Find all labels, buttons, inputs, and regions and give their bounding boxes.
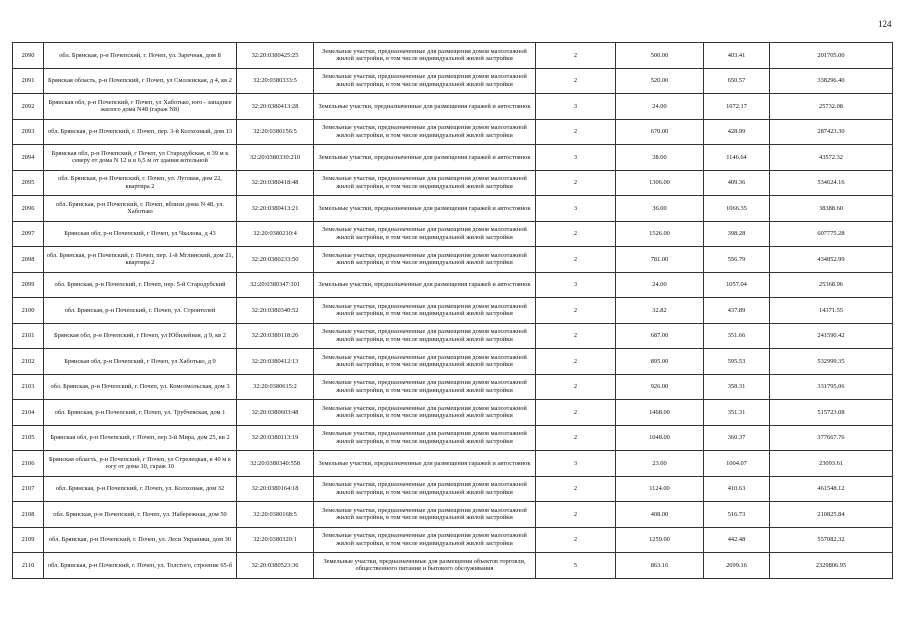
land-use-cell: Земельные участки, предназначенные для размещения домов малоэтажной жилой застройки, в том числе индивидуальной жилой застройки [314,349,536,375]
address-cell: обл. Брянская, р-н Почепский, г. Почеп, ул. Набережная, дом 50 [44,502,237,528]
specific-value-cell: 358.31 [704,374,770,400]
row-number: 2102 [13,349,44,375]
land-use-cell: Земельные участки, предназначенные для размещения домов малоэтажной жилой застройки, в том числе индивидуальной жилой застройки [314,502,536,528]
group-cell: 3 [536,196,616,222]
cadastral-value-cell: 557082.32 [770,527,893,553]
specific-value-cell: 428.99 [704,119,770,145]
cadastral-number-cell: 32:20:0380615:2 [237,374,314,400]
cadastral-value-cell: 25368.96 [770,272,893,298]
land-use-cell: Земельные участки, предназначенные для размещения домов малоэтажной жилой застройки, в том числе индивидуальной жилой застройки [314,43,536,69]
land-use-cell: Земельные участки, предназначенные для размещения гаражей и автостоянок [314,94,536,120]
group-cell: 3 [536,272,616,298]
specific-value-cell: 351.66 [704,323,770,349]
address-cell: обл. Брянская, р-н Почепский, г. Почеп, пер. 5-й Стародубский [44,272,237,298]
area-cell: 926.00 [616,374,704,400]
specific-value-cell: 2699.16 [704,553,770,579]
cadastral-number-cell: 32:20:0380233:50 [237,247,314,273]
land-use-cell: Земельные участки, предназначенные для размещения домов малоэтажной жилой застройки, в том числе индивидуальной жилой застройки [314,68,536,94]
address-cell: Брянская обл, р-н Почепский, г Почеп, пер 3-й Мира, дом 25, кв 2 [44,425,237,451]
land-use-cell: Земельные участки, предназначенные для размещения гаражей и автостоянок [314,145,536,171]
specific-value-cell: 403.41 [704,43,770,69]
cadastral-number-cell: 32:20:0380347:101 [237,272,314,298]
cadastral-value-cell: 532999.35 [770,349,893,375]
table-row [13,374,893,400]
group-cell: 2 [536,298,616,324]
cadastral-value-cell: 201705.00 [770,43,893,69]
group-cell: 2 [536,502,616,528]
cadastral-number-cell: 32:20:0380113:19 [237,425,314,451]
cadastral-number-cell: 32:20:0380412:13 [237,349,314,375]
address-cell: обл. Брянская, р-н Почепский, г. Почеп, пер. 1-й Мглинский, дом 21, квартира 2 [44,247,237,273]
row-number: 2090 [13,43,44,69]
area-cell: 1468.00 [616,400,704,426]
row-number: 2099 [13,272,44,298]
address-cell: обл. Брянская, р-н Почепский, г. Почеп, ул. Леси Украинки, дом 30 [44,527,237,553]
address-cell: обл. Брянская, р-н Почепский, г. Почеп, ул. Трубчевская, дом 1 [44,400,237,426]
specific-value-cell: 556.79 [704,247,770,273]
area-cell: 24.00 [616,272,704,298]
table-row [13,170,893,196]
cadastral-value-cell: 461548.12 [770,476,893,502]
land-use-cell: Земельные участки, предназначенные для размещения гаражей и автостоянок [314,272,536,298]
address-cell: обл. Брянская, р-н Почепский, г. Почеп, ул. Строителей [44,298,237,324]
address-cell: Брянская обл, р-н Почепский, г Почеп, ул Чкалова, д 43 [44,221,237,247]
cadastral-number-cell: 32:20:0380413:28 [237,94,314,120]
specific-value-cell: 351.31 [704,400,770,426]
address-cell: Брянская область, р-н Почепский, г Почеп, ул Смоленская, д 4, кв 2 [44,68,237,94]
table-row [13,349,893,375]
row-number: 2103 [13,374,44,400]
group-cell: 2 [536,247,616,273]
area-cell: 38.00 [616,145,704,171]
area-cell: 1526.00 [616,221,704,247]
address-cell: обл. Брянская, р-н Почепский, г. Почеп, вблизи дома N 48, ул. Хаботько [44,196,237,222]
address-cell: обл. Брянская, р-н Почепский, г. Почеп, ул. Луговая, дом 22, квартира 2 [44,170,237,196]
cadastral-value-cell: 607775.28 [770,221,893,247]
specific-value-cell: 1146.64 [704,145,770,171]
group-cell: 3 [536,451,616,477]
table-row [13,476,893,502]
table-row [13,247,893,273]
cadastral-number-cell: 32:20:0380418:48 [237,170,314,196]
address-cell: Брянская обл, р-н Почепский, г Почеп, ул Хаботько, юго - западнее жилого дома N48 (гараж N8) [44,94,237,120]
row-number: 2105 [13,425,44,451]
address-cell: обл. Брянская, р-н Почепский, г. Почеп, ул. Заречная, дом 8 [44,43,237,69]
cadastral-value-cell: 2329806.95 [770,553,893,579]
specific-value-cell: 410.63 [704,476,770,502]
table-row [13,43,893,69]
land-use-cell: Земельные участки, предназначенные для размещения домов малоэтажной жилой застройки, в том числе индивидуальной жилой застройки [314,119,536,145]
row-number: 2110 [13,553,44,579]
table-row [13,553,893,579]
specific-value-cell: 516.73 [704,502,770,528]
group-cell: 2 [536,527,616,553]
area-cell: 1306.00 [616,170,704,196]
group-cell: 2 [536,43,616,69]
cadastral-number-cell: 32:20:0380340:558 [237,451,314,477]
land-use-cell: Земельные участки, предназначенные для размещения домов малоэтажной жилой застройки, в том числе индивидуальной жилой застройки [314,425,536,451]
land-use-cell: Земельные участки, предназначенные для размещения домов малоэтажной жилой застройки, в том числе индивидуальной жилой застройки [314,476,536,502]
address-cell: обл. Брянская, р-н Почепский, г. Почеп, пер. 3-й Колхозный, дом 13 [44,119,237,145]
cadastral-value-cell: 338296.40 [770,68,893,94]
land-use-cell: Земельные участки, предназначенные для размещения домов малоэтажной жилой застройки, в том числе индивидуальной жилой застройки [314,221,536,247]
table-row [13,425,893,451]
cadastral-number-cell: 32:20:0380523:36 [237,553,314,579]
specific-value-cell: 437.89 [704,298,770,324]
land-use-cell: Земельные участки, предназначенные для размещения гаражей и автостоянок [314,196,536,222]
cadastral-value-cell: 287423.30 [770,119,893,145]
specific-value-cell: 442.48 [704,527,770,553]
area-cell: 24.00 [616,94,704,120]
cadastral-value-cell: 377667.76 [770,425,893,451]
area-cell: 1048.00 [616,425,704,451]
specific-value-cell: 1004.07 [704,451,770,477]
area-cell: 36.00 [616,196,704,222]
cadastral-value-cell: 515723.08 [770,400,893,426]
area-cell: 23.00 [616,451,704,477]
table-row [13,298,893,324]
area-cell: 687.00 [616,323,704,349]
row-number: 2104 [13,400,44,426]
cadastral-value-cell: 43572.32 [770,145,893,171]
table-row [13,145,893,171]
land-use-cell: Земельные участки, предназначенные для размещения домов малоэтажной жилой застройки, в том числе индивидуальной жилой застройки [314,323,536,349]
group-cell: 3 [536,94,616,120]
group-cell: 5 [536,553,616,579]
group-cell: 2 [536,349,616,375]
cadastral-number-cell: 32:20:0380164:18 [237,476,314,502]
land-use-cell: Земельные участки, предназначенные для размещения домов малоэтажной жилой застройки, в том числе индивидуальной жилой застройки [314,400,536,426]
cadastral-number-cell: 32:20:0380168:5 [237,502,314,528]
specific-value-cell: 1066.35 [704,196,770,222]
table-body [13,43,893,579]
cadastral-number-cell: 32:20:0380333:5 [237,68,314,94]
land-use-cell: Земельные участки, предназначенные для размещения домов малоэтажной жилой застройки, в том числе индивидуальной жилой застройки [314,170,536,196]
row-number: 2101 [13,323,44,349]
cadastral-value-cell: 25732.08 [770,94,893,120]
row-number: 2094 [13,145,44,171]
cadastral-number-cell: 32:20:0380156:5 [237,119,314,145]
group-cell: 3 [536,145,616,171]
table-row [13,119,893,145]
cadastral-value-table [12,42,893,579]
area-cell: 863.16 [616,553,704,579]
table-row [13,323,893,349]
area-cell: 895.00 [616,349,704,375]
table-row [13,527,893,553]
area-cell: 781.00 [616,247,704,273]
table-row [13,451,893,477]
cadastral-number-cell: 32:20:0380210:4 [237,221,314,247]
table-row [13,94,893,120]
group-cell: 2 [536,374,616,400]
row-number: 2095 [13,170,44,196]
row-number: 2098 [13,247,44,273]
table-row [13,272,893,298]
table-row [13,196,893,222]
area-cell: 520.00 [616,68,704,94]
address-cell: обл. Брянская, р-н Почепский, г. Почеп, ул. Толстого, строение 65-б [44,553,237,579]
group-cell: 2 [536,323,616,349]
land-use-cell: Земельные участки, предназначенные для размещения гаражей и автостоянок [314,451,536,477]
table-row [13,400,893,426]
specific-value-cell: 650.57 [704,68,770,94]
specific-value-cell: 1057.04 [704,272,770,298]
table-row [13,502,893,528]
row-number: 2093 [13,119,44,145]
row-number: 2108 [13,502,44,528]
table-row [13,221,893,247]
land-use-cell: Земельные участки, предназначенные для размещения домов малоэтажной жилой застройки, в том числе индивидуальной жилой застройки [314,527,536,553]
land-use-cell: Земельные участки, предназначенные для размещения домов малоэтажной жилой застройки, в том числе индивидуальной жилой застройки [314,374,536,400]
address-cell: Брянская обл, р-н Почепский, г Почеп, ул Стародубская, в 39 м к северу от дома N 12 и в 6,5 м от здания котельной [44,145,237,171]
row-number: 2100 [13,298,44,324]
area-cell: 1124.00 [616,476,704,502]
cadastral-number-cell: 32:20:0380413:21 [237,196,314,222]
address-cell: Брянская обл, р-н Почепский, г Почеп, ул Юбилейная, д 9, кв 2 [44,323,237,349]
row-number: 2109 [13,527,44,553]
specific-value-cell: 1072.17 [704,94,770,120]
group-cell: 2 [536,400,616,426]
area-cell: 32.82 [616,298,704,324]
cadastral-value-cell: 241590.42 [770,323,893,349]
table-row [13,68,893,94]
land-use-cell: Земельные участки, предназначенные для размещения объектов торговли, общественного питания и бытового обслуживания [314,553,536,579]
specific-value-cell: 398.28 [704,221,770,247]
cadastral-value-cell: 23093.61 [770,451,893,477]
cadastral-number-cell: 32:20:0380330:210 [237,145,314,171]
cadastral-number-cell: 32:20:0380340:52 [237,298,314,324]
cadastral-value-cell: 38388.60 [770,196,893,222]
cadastral-number-cell: 32:20:0380603:48 [237,400,314,426]
group-cell: 2 [536,221,616,247]
specific-value-cell: 360.37 [704,425,770,451]
specific-value-cell: 409.36 [704,170,770,196]
cadastral-number-cell: 32:20:0380118:26 [237,323,314,349]
group-cell: 2 [536,425,616,451]
address-cell: Брянская обл, р-н Почепский, г Почеп, ул Хаботько, д 9 [44,349,237,375]
cadastral-value-cell: 210825.84 [770,502,893,528]
land-use-cell: Земельные участки, предназначенные для размещения домов малоэтажной жилой застройки, в том числе индивидуальной жилой застройки [314,247,536,273]
row-number: 2097 [13,221,44,247]
row-number: 2107 [13,476,44,502]
row-number: 2092 [13,94,44,120]
cadastral-value-cell: 534624.16 [770,170,893,196]
area-cell: 408.00 [616,502,704,528]
area-cell: 500.00 [616,43,704,69]
cadastral-value-cell: 434852.99 [770,247,893,273]
specific-value-cell: 595.53 [704,349,770,375]
cadastral-value-cell: 331795.06 [770,374,893,400]
cadastral-number-cell: 32:20:0380320:1 [237,527,314,553]
group-cell: 2 [536,476,616,502]
address-cell: Брянская область, р-н Почепский, г Почеп, ул Стрелецкая, в 40 м к югу от дома 10, гараж 10 [44,451,237,477]
page-number: 124 [878,19,892,29]
area-cell: 670.00 [616,119,704,145]
group-cell: 2 [536,170,616,196]
group-cell: 2 [536,119,616,145]
row-number: 2091 [13,68,44,94]
cadastral-value-cell: 14371.55 [770,298,893,324]
area-cell: 1259.00 [616,527,704,553]
group-cell: 2 [536,68,616,94]
land-use-cell: Земельные участки, предназначенные для размещения домов малоэтажной жилой застройки, в том числе индивидуальной жилой застройки [314,298,536,324]
row-number: 2106 [13,451,44,477]
cadastral-number-cell: 32:20:0380425:25 [237,43,314,69]
row-number: 2096 [13,196,44,222]
address-cell: обл. Брянская, р-н Почепский, г. Почеп, ул. Комсомольская, дом 3 [44,374,237,400]
address-cell: обл. Брянская, р-н Почепский, г. Почеп, ул. Колхозная, дом 32 [44,476,237,502]
